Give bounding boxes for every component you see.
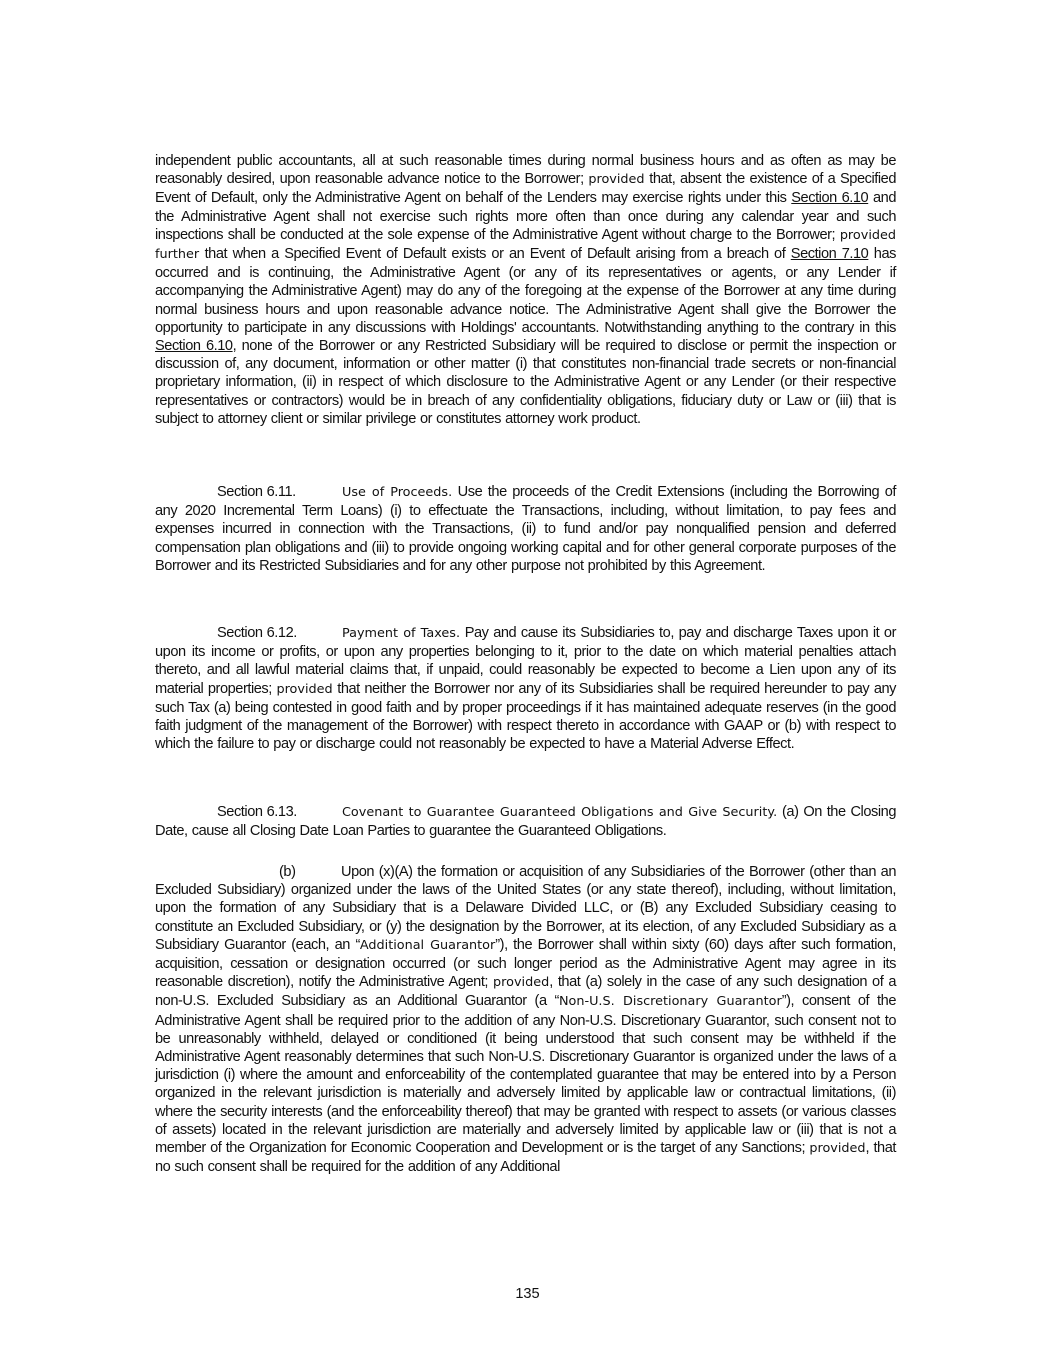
page-number: 135 bbox=[515, 1286, 540, 1302]
paragraph-inspection-rights bbox=[155, 152, 896, 428]
section-number: Section 6.12. bbox=[217, 625, 297, 641]
paragraph-section-6-12 bbox=[155, 624, 896, 753]
emphasized-term: provided further bbox=[155, 227, 896, 263]
text-run: that when a Specified Event of Default exists or an Event of Default arising from a breach of bbox=[199, 246, 791, 263]
text-run: , that no such consent shall be required for the addition of any Additional bbox=[155, 1140, 896, 1176]
text-run: Upon (x)(A) the formation or acquisition of any Subsidiaries of the Borrower (other than an Excluded Subsidiary) organized under the laws of the United States (or any state thereof), including, without limitation, upon the formation of any Subsidiary that is a Delaware Divided LLC, or (B) any Excluded Subsidiary ceasing to constitute an Excluded Subsidiary, or (y) the designation by the Borrower, at its election, of any Excluded Subsidiary as a Subsidiary Guarantor (each, an “ bbox=[155, 864, 896, 953]
text-run: that neither the Borrower nor any of its Subsidiaries shall be required hereunder to pay any such Tax (a) being contested in good faith and by proper proceedings if it has maintained adequate reserves (in the good faith judgment of the management of the Borrower) with respect thereto in accordance with GAAP or (b) with respect to which the failure to pay or discharge could not reasonably be expected to have a Material Adverse Effect. bbox=[155, 680, 896, 753]
emphasized-term: Additional Guarantor bbox=[359, 937, 496, 953]
text-run: ”), consent of the Administrative Agent shall be required prior to the addition of any Non-U.S. Discretionary Guarantor, such consent not to be unreasonably withheld, delayed or conditioned (it being understood that such consent may be withheld if the Administrative Agent reasonably determines that such Non-U.S. Discretionary Guarantor is organized under the laws of a jurisdiction (i) where the amount and enforceability of the contemplated guarantee that may be entered into by a Person organized in the relevant jurisdiction is materially and adversely limited by applicable law or contractual limitations, (ii) where the security interests (and the enforceability thereof) that may be granted with respect to assets (or various classes of assets) located in the relevant jurisdiction are materially and adversely limited by applicable law or (iii) that is not a member of the Organization for Economic Cooperation and Development or is the target of any Sanctions; bbox=[155, 993, 896, 1157]
paragraph-6-13-b bbox=[155, 863, 896, 1176]
text-run: , that (a) solely in the case of any such designation of a non-U.S. Excluded Subsidiary as an Additional Guarantor (a “ bbox=[155, 974, 896, 1010]
emphasized-term: provided bbox=[588, 172, 645, 188]
text-run: and the Administrative Agent shall not exercise such rights more often than once during any calendar year and such inspections shall be conducted at the sole expense of the Administrative Agent without charge to the Borrower; bbox=[155, 190, 897, 243]
clause-label: (b) bbox=[279, 864, 296, 880]
emphasized-term: provided bbox=[809, 1141, 866, 1157]
text-run: that, absent the existence of a Specified Event of Default, only the Administrative Agent on behalf of the Lenders may exercise rights under this bbox=[155, 171, 896, 207]
text-run: Use the proceeds of the Credit Extensions (including the Borrowing of any 2020 Incremental Term Loans) (i) to effectuate the Transactions, including, without limitation, to pay fees and expenses incurred in connection with the Transactions, (ii) to fund and/or pay nonqualified pension and deferred compensation plan obligations and (iii) to provide ongoing working capital and for other general corporate purposes of the Borrower and its Restricted Subsidiaries and for any other purpose not prohibited by this Agreement. bbox=[155, 484, 896, 574]
section-reference-link[interactable]: Section 6.10 bbox=[155, 338, 233, 355]
section-number: Section 6.13. bbox=[217, 804, 297, 820]
emphasized-term: provided bbox=[493, 975, 550, 991]
emphasized-term: Covenant to Guarantee Guaranteed Obligations and Give Security. bbox=[342, 805, 778, 820]
emphasized-term: Non-U.S. Discretionary Guarantor bbox=[558, 994, 782, 1010]
paragraph-section-6-13 bbox=[155, 803, 896, 840]
text-run: (a) On the Closing Date, cause all Closing Date Loan Parties to guarantee the Guaranteed Obligations. bbox=[155, 804, 896, 840]
section-reference-link[interactable]: Section 7.10 bbox=[790, 246, 869, 263]
text-run: Pay and cause its Subsidiaries to, pay and discharge Taxes upon it or upon its income or profits, or upon any properties belonging to it, prior to the date on which material penalties attach thereto, and all lawful material claims that, if unpaid, could reasonably be expected to become a Lien upon any of its material properties; bbox=[155, 625, 896, 697]
section-reference-link[interactable]: Section 6.10 bbox=[791, 190, 869, 207]
emphasized-term: Payment of Taxes. bbox=[342, 626, 461, 641]
text-run: ”), the Borrower shall within sixty (60) days after such formation, acquisition, cessation or designation occurred (or such longer period as the Administrative Agent may agree in its reasonable discretion), notify the Administrative Agent; bbox=[155, 936, 896, 991]
text-run: independent public accountants, all at such reasonable times during normal business hours and as often as may be reasonably desired, upon reasonable advance notice to the Borrower; bbox=[155, 153, 896, 188]
emphasized-term: Use of Proceeds. bbox=[342, 485, 453, 500]
text-run: has occurred and is continuing, the Administrative Agent (or any of its representatives or agents, or any Lender if accompanying the Administrative Agent) may do any of the foregoing at the expense of the Borrower at any time during normal business hours and upon reasonable advance notice. The Administrative Agent shall give the Borrower the opportunity to participate in any discussions with Holdings' accountants. Notwithstanding anything to the contrary in this bbox=[155, 246, 896, 336]
section-number: Section 6.11. bbox=[217, 484, 296, 500]
text-run: , none of the Borrower or any Restricted Subsidiary will be required to disclose or permit the inspection or discussion of, any document, information or other matter (i) that constitutes non-financial trade secrets or non-financial proprietary information, (ii) in respect of which disclosure to the Administrative Agent or any Lender (or their respective representatives or contractors) would be in breach of any confidentiality obligations, fiduciary duty or Law or (iii) that is subject to attorney client or similar privilege or constitutes attorney work product. bbox=[155, 338, 896, 427]
emphasized-term: provided bbox=[276, 681, 333, 697]
paragraph-section-6-11 bbox=[155, 483, 896, 575]
